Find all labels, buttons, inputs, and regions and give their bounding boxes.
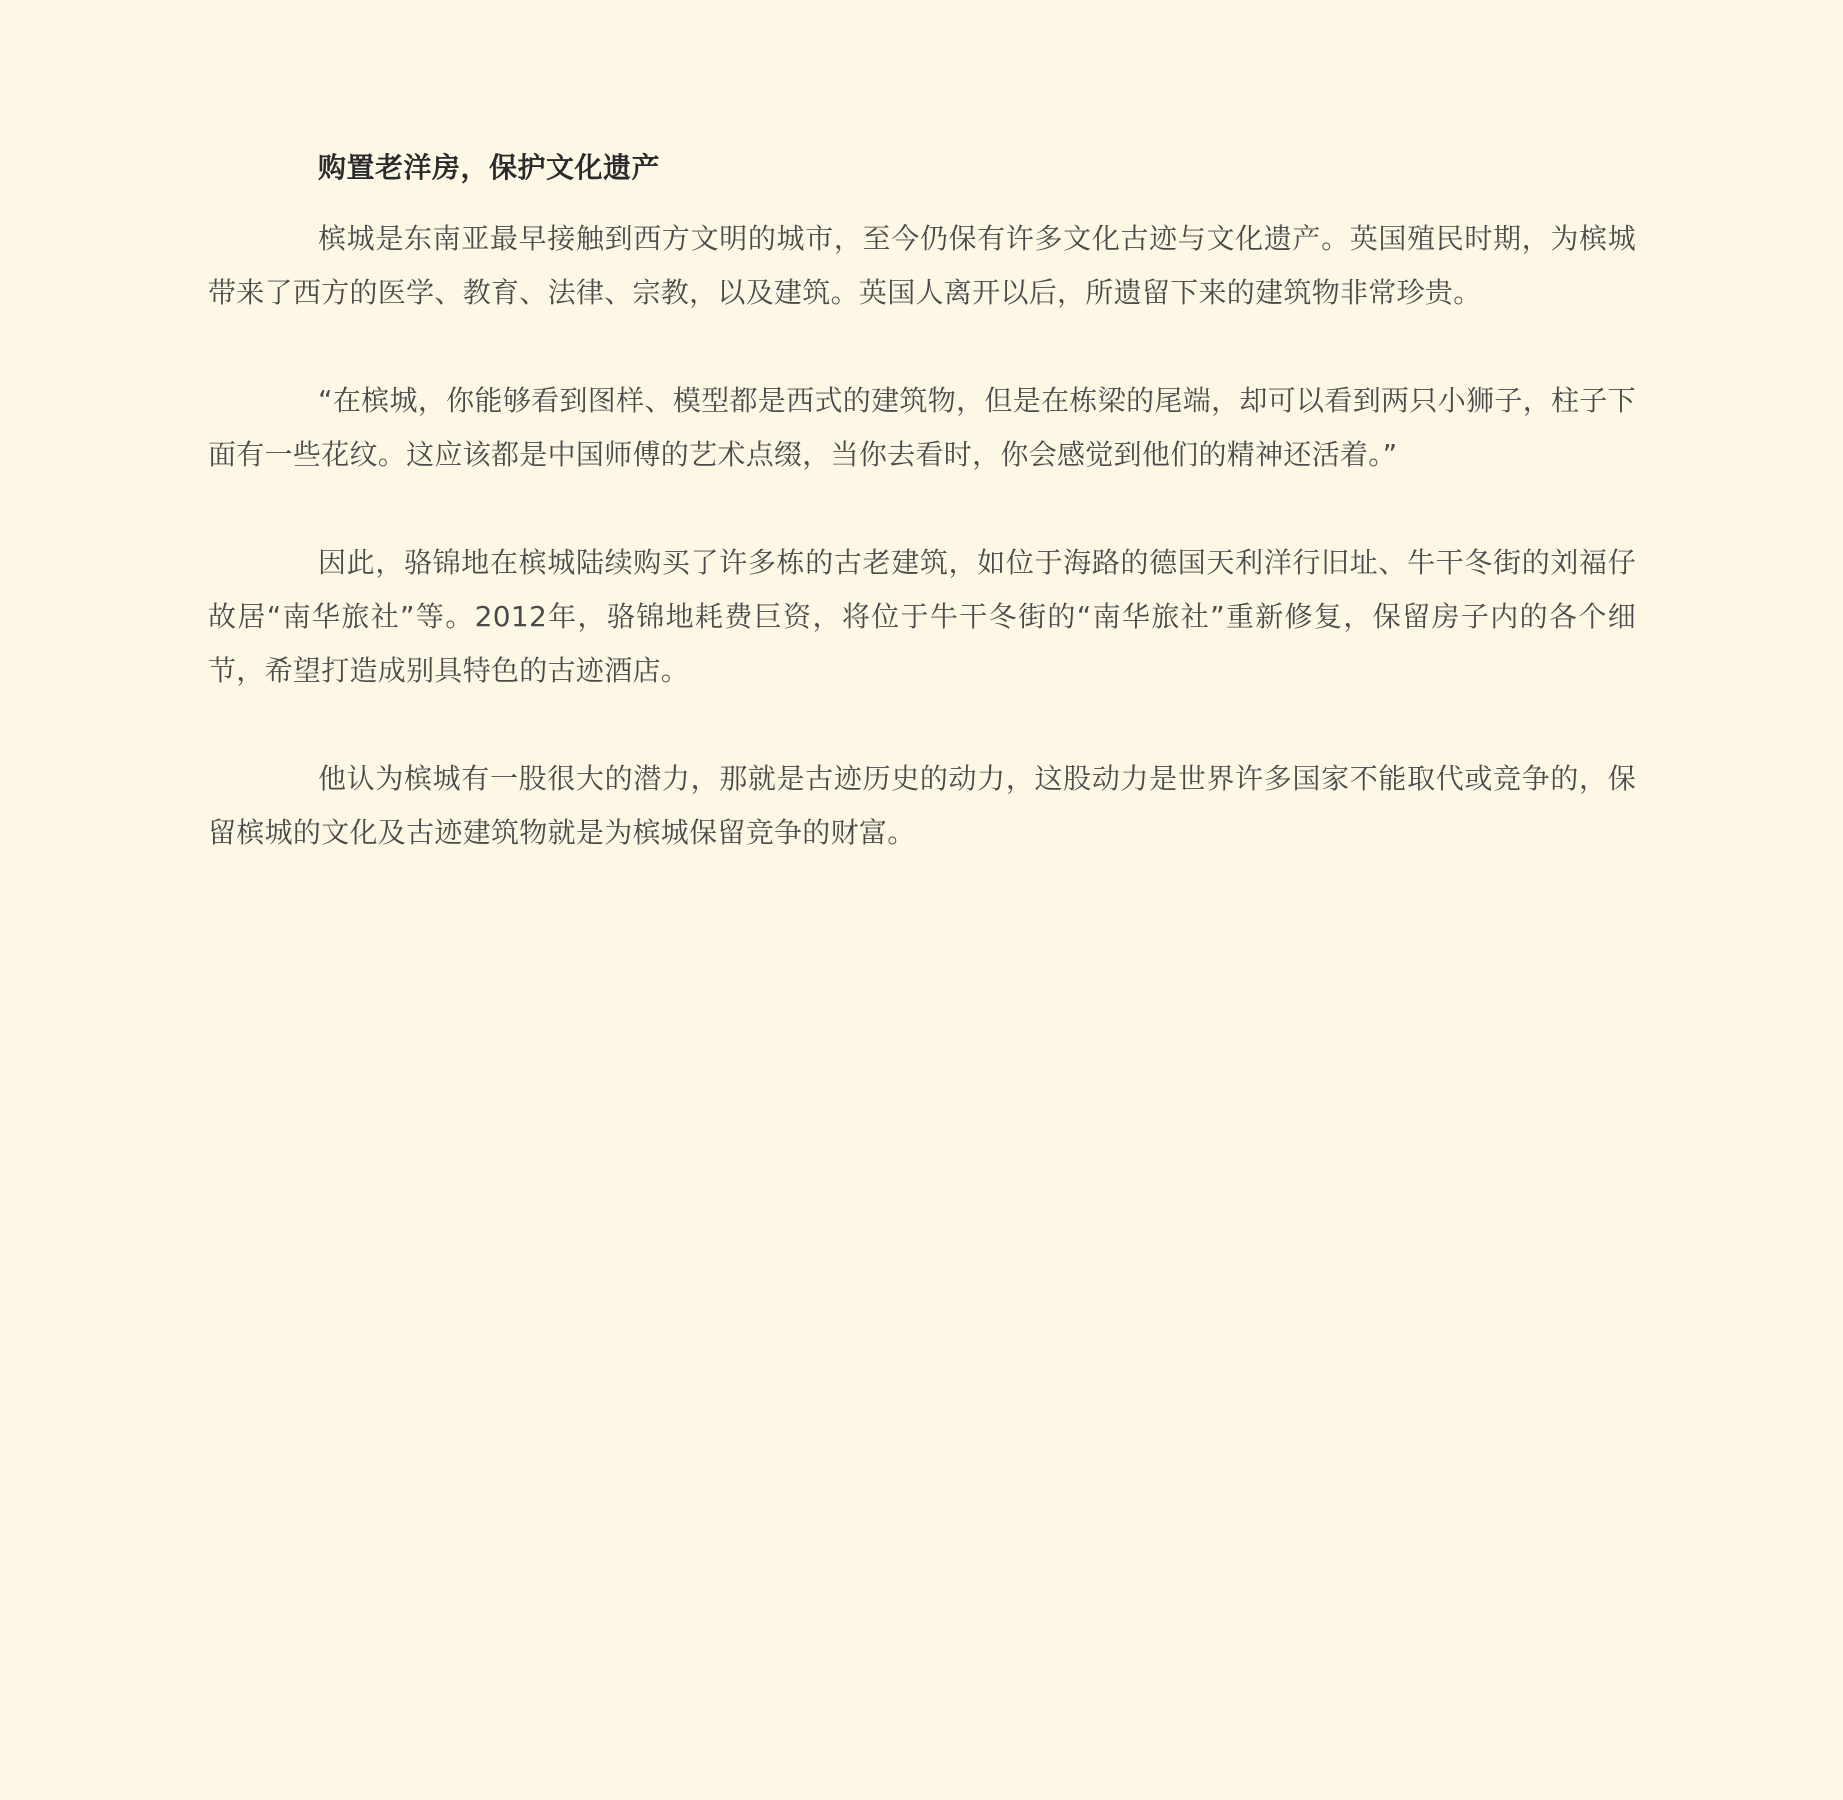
article-paragraph-4: 他认为槟城有一股很大的潜力，那就是古迹历史的动力，这股动力是世界许多国家不能取代或竞争的，保留槟城的文化及古迹建筑物就是为槟城保留竞争的财富。: [208, 762, 1636, 849]
article-paragraph-2: “在槟城，你能够看到图样、模型都是西式的建筑物，但是在栋梁的尾端，却可以看到两只小狮子，柱子下面有一些花纹。这应该都是中国师傅的艺术点缀，当你去看时，你会感觉到他们的精神还活着。”: [208, 384, 1636, 471]
article-paragraph-3: 因此，骆锦地在槟城陆续购买了许多栋的古老建筑，如位于海路的德国天利洋行旧址、牛干冬街的刘福仔故居“南华旅社”等。2012年，骆锦地耗费巨资，将位于牛干冬街的“南华旅社”重新修复，保留房子内的各个细节，希望打造成别具特色的古迹酒店。: [208, 546, 1636, 687]
article-paragraph-1: 槟城是东南亚最早接触到西方文明的城市，至今仍保有许多文化古迹与文化遗产。英国殖民时期，为槟城带来了西方的医学、教育、法律、宗教，以及建筑。英国人离开以后，所遗留下来的建筑物非常珍贵。: [208, 222, 1636, 309]
article: [208, 144, 1636, 860]
article-heading: 购置老洋房，保护文化遗产: [318, 151, 661, 184]
